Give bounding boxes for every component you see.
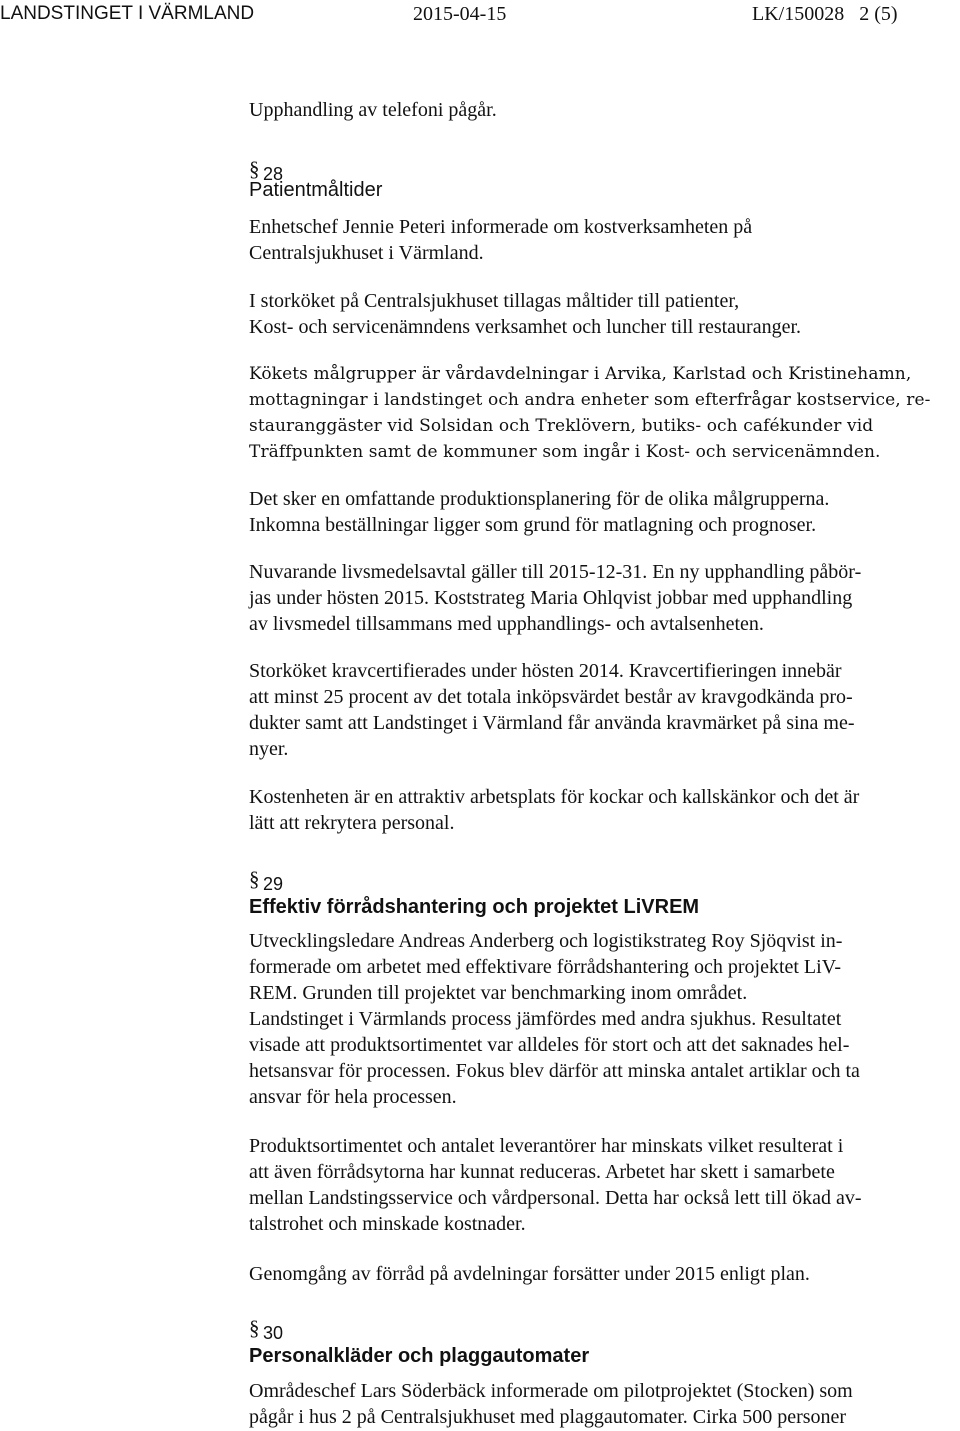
intro-paragraph	[249, 97, 957, 123]
section-paragraph	[249, 1378, 957, 1430]
text-line: pågår i hus 2 på Centralsjukhuset med plaggautomater. Cirka 500 personer	[249, 1406, 847, 1428]
section-symbol: §	[249, 1316, 260, 1340]
text-line: Upphandling av telefoni pågår.	[249, 99, 497, 121]
text-line: Utvecklingsledare Andreas Anderberg och logistikstrateg Roy Sjöqvist in-	[249, 930, 843, 952]
section-paragraph	[249, 784, 957, 836]
text-line: REM. Grunden till projektet var benchmarking inom området.	[249, 982, 748, 1004]
text-line: hetsansvar för processen. Fokus blev därför att minska antalet artiklar och ta	[249, 1060, 860, 1082]
text-line: Inkomna beställningar ligger som grund för matlagning och prognoser.	[249, 514, 817, 536]
section-paragraph	[249, 214, 957, 266]
text-line: dukter samt att Landstinget i Värmland får använda kravmärket på sina me-	[249, 712, 855, 734]
section-paragraph	[249, 928, 957, 1110]
text-line: visade att produktsortimentet var alldeles för stort och att det saknades hel-	[249, 1034, 850, 1056]
text-line: mottagningar i landstinget och andra enheter som efterfrågar kostservice, re-	[249, 390, 931, 410]
section-paragraph	[249, 1133, 957, 1237]
section-paragraph	[249, 559, 957, 637]
text-line: Kökets målgrupper är vårdavdelningar i Arvika, Karlstad och Kristinehamn,	[249, 364, 912, 384]
page-header	[0, 3, 960, 29]
text-line: mellan Landstingsservice och vårdpersonal. Detta har också lett till ökad av-	[249, 1187, 862, 1209]
section-number: 29	[263, 874, 284, 894]
text-line: Produktsortimentet och antalet leverantörer har minskats vilket resulterat i	[249, 1135, 844, 1157]
section-title: Personalkläder och plaggautomater	[249, 1345, 590, 1367]
text-line: Nuvarande livsmedelsavtal gäller till 2015-12-31. En ny upphandling påbör-	[249, 561, 862, 583]
section-symbol: §	[249, 867, 260, 891]
text-line: Kostenheten är en attraktiv arbetsplats för kockar och kallskänkor och det är	[249, 786, 860, 808]
header-date: 2015-04-15	[413, 3, 507, 25]
section-symbol: §	[249, 157, 260, 181]
section-paragraph	[249, 361, 957, 465]
text-line: Det sker en omfattande produktionsplanering för de olika målgrupperna.	[249, 488, 830, 510]
text-line: Träffpunkten samt de kommuner som ingår i Kost- och servicenämnden.	[249, 442, 881, 462]
text-line: Enhetschef Jennie Peteri informerade om kostverksamheten på	[249, 216, 753, 238]
text-line: lätt att rekrytera personal.	[249, 812, 455, 834]
text-line: stauranggäster vid Solsidan och Treklövern, butiks- och cafékunder vid	[249, 416, 874, 436]
text-line: Kost- och servicenämndens verksamhet och luncher till restauranger.	[249, 316, 802, 338]
text-line: nyer.	[249, 738, 289, 760]
text-line: I storköket på Centralsjukhuset tillagas måltider till patienter,	[249, 290, 740, 312]
section-paragraph	[249, 288, 957, 340]
text-line: jas under hösten 2015. Koststrateg Maria Ohlqvist jobbar med upphandling	[249, 587, 853, 609]
text-line: formerade om arbetet med effektivare förrådshantering och projektet LiV-	[249, 956, 841, 978]
section-number: 28	[263, 164, 284, 184]
text-line: att minst 25 procent av det totala inköpsvärdet består av kravgodkända pro-	[249, 686, 853, 708]
text-line: Landstinget i Värmlands process jämfördes med andra sjukhus. Resultatet	[249, 1008, 842, 1030]
section-title: Effektiv förrådshantering och projektet LiVREM	[249, 896, 700, 918]
text-line: av livsmedel tillsammans med upphandlings- och avtalsenheten.	[249, 613, 764, 635]
text-line: att även förrådsytorna har kunnat reduceras. Arbetet har skett i samarbete	[249, 1161, 835, 1183]
text-line: talstrohet och minskade kostnader.	[249, 1213, 526, 1235]
text-line: Centralsjukhuset i Värmland.	[249, 242, 484, 264]
header-reference: LK/150028 2 (5)	[752, 3, 898, 25]
text-line: Storköket kravcertifierades under hösten 2014. Kravcertifieringen innebär	[249, 660, 842, 682]
text-line: ansvar för hela processen.	[249, 1086, 457, 1108]
section-paragraph	[249, 486, 957, 538]
text-line: Områdeschef Lars Söderbäck informerade om pilotprojektet (Stocken) som	[249, 1380, 853, 1402]
section-paragraph	[249, 658, 957, 762]
text-line: Genomgång av förråd på avdelningar forsätter under 2015 enligt plan.	[249, 1263, 810, 1285]
section-number: 30	[263, 1323, 284, 1343]
section-title: Patientmåltider	[249, 179, 383, 201]
header-organization: LANDSTINGET I VÄRMLAND	[0, 3, 255, 24]
section-paragraph	[249, 1261, 957, 1287]
